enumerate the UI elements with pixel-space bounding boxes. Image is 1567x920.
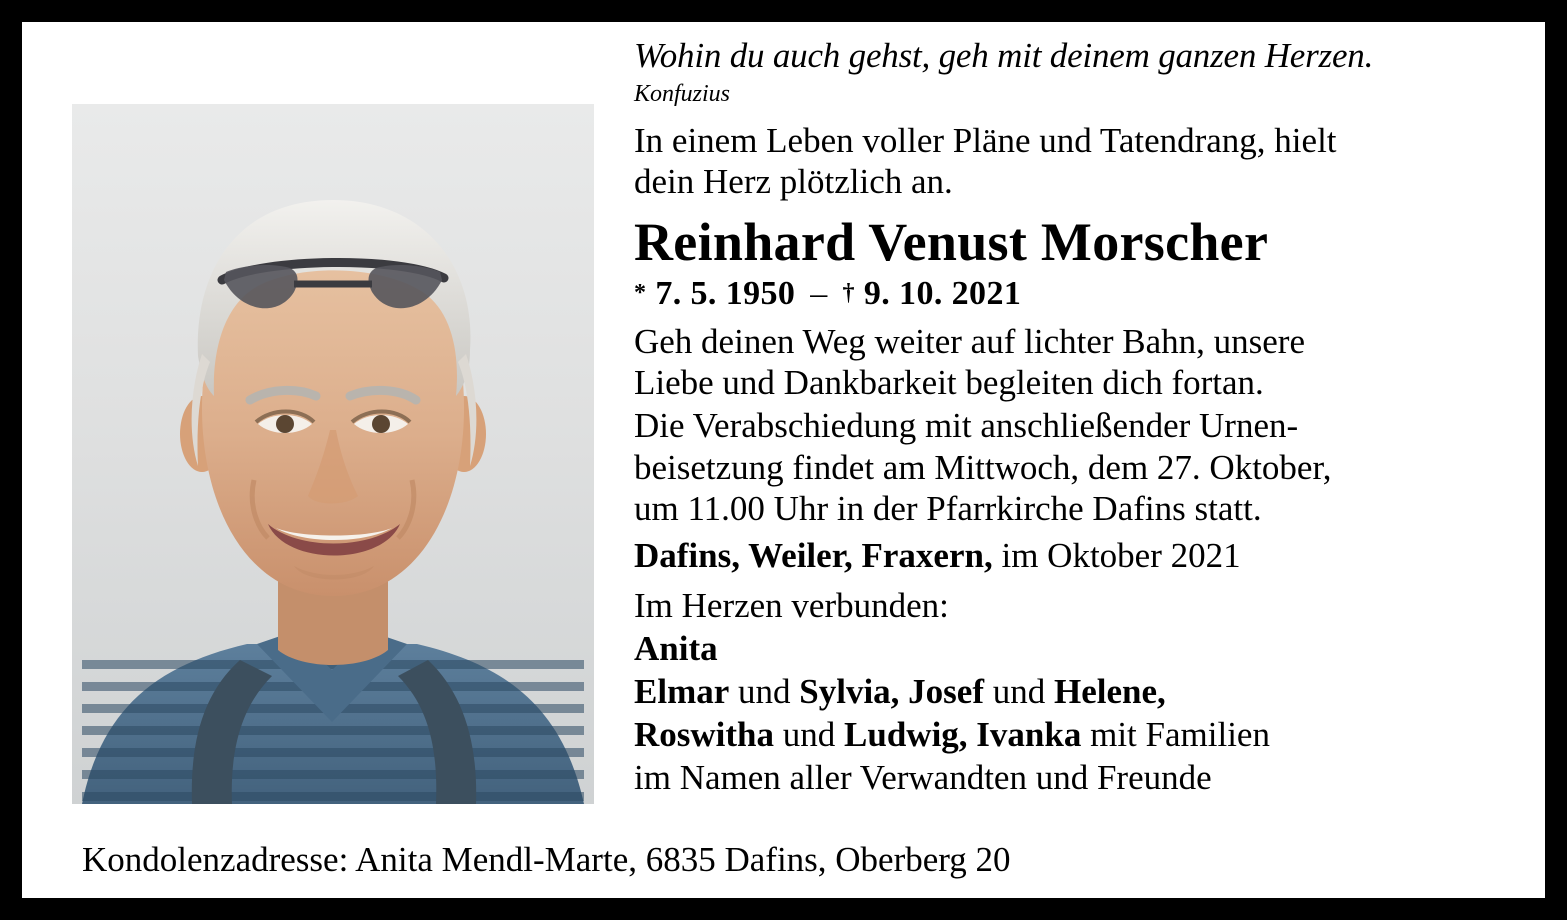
quote-text: Wohin du auch gehst, geh mit deinem ganzen Herzen. — [634, 36, 1374, 75]
lead-line-1: In einem Leben voller Pläne und Tatendrang, hielt — [634, 120, 1337, 160]
lead-line-2: dein Herz plötzlich an. — [634, 162, 953, 202]
verse-line-1: Geh deinen Weg weiter auf lichter Bahn, unsere — [634, 321, 1305, 361]
family-intro-label: Im Herzen verbunden: — [634, 586, 949, 626]
condolence-address: Kondolenzadresse: Anita Mendl-Marte, 6835 Dafins, Oberberg 20 — [82, 840, 1011, 879]
family-footer: im Namen aller Verwandten und Freunde — [634, 758, 1212, 798]
family-connector: und — [774, 715, 845, 755]
funeral-info — [634, 405, 1534, 529]
verse-paragraph — [634, 321, 1534, 404]
portrait-photo — [72, 104, 594, 804]
notice-inner-frame — [22, 22, 1545, 898]
family-connector: und — [729, 672, 800, 712]
birth-symbol: * — [634, 279, 647, 306]
family-connector: mit Familien — [1081, 715, 1270, 755]
family-line — [634, 671, 1534, 713]
death-symbol: † — [842, 279, 855, 306]
funeral-info-line-1: Die Verabschiedung mit anschließender Urnen- — [634, 406, 1299, 446]
quote-author: Konfuzius — [634, 80, 731, 107]
lead-paragraph — [634, 120, 1534, 203]
deceased-name: Reinhard Venust Morscher — [634, 212, 1269, 273]
verse-line-2: Liebe und Dankbarkeit begleiten dich fortan. — [634, 363, 1264, 403]
life-dates — [634, 275, 1534, 313]
place-names: Dafins, Weiler, Fraxern, — [634, 536, 993, 576]
family-name: Roswitha — [634, 715, 775, 755]
family-connector: und — [984, 672, 1054, 712]
text-column — [634, 36, 1534, 799]
birth-date: 7. 5. 1950 — [655, 274, 796, 312]
family-line — [634, 714, 1534, 756]
place-and-date — [634, 535, 1534, 577]
family-name: Elmar — [634, 672, 730, 712]
family-name: Anita — [634, 629, 718, 669]
death-date: 9. 10. 2021 — [863, 274, 1022, 312]
portrait-photo-illustration — [72, 104, 594, 804]
funeral-info-line-3: um 11.00 Uhr in der Pfarrkirche Dafins statt. — [634, 489, 1262, 529]
family-name: Sylvia, Josef — [799, 672, 984, 712]
date-separator: – — [810, 274, 828, 312]
family-name: Ludwig, Ivanka — [844, 715, 1082, 755]
family-list — [634, 628, 1534, 799]
family-line — [634, 628, 1534, 670]
funeral-info-line-2: beisetzung findet am Mittwoch, dem 27. Oktober, — [634, 447, 1332, 487]
notice-content — [22, 22, 1545, 898]
family-name: Helene, — [1054, 672, 1166, 712]
place-date: im Oktober 2021 — [992, 536, 1241, 576]
